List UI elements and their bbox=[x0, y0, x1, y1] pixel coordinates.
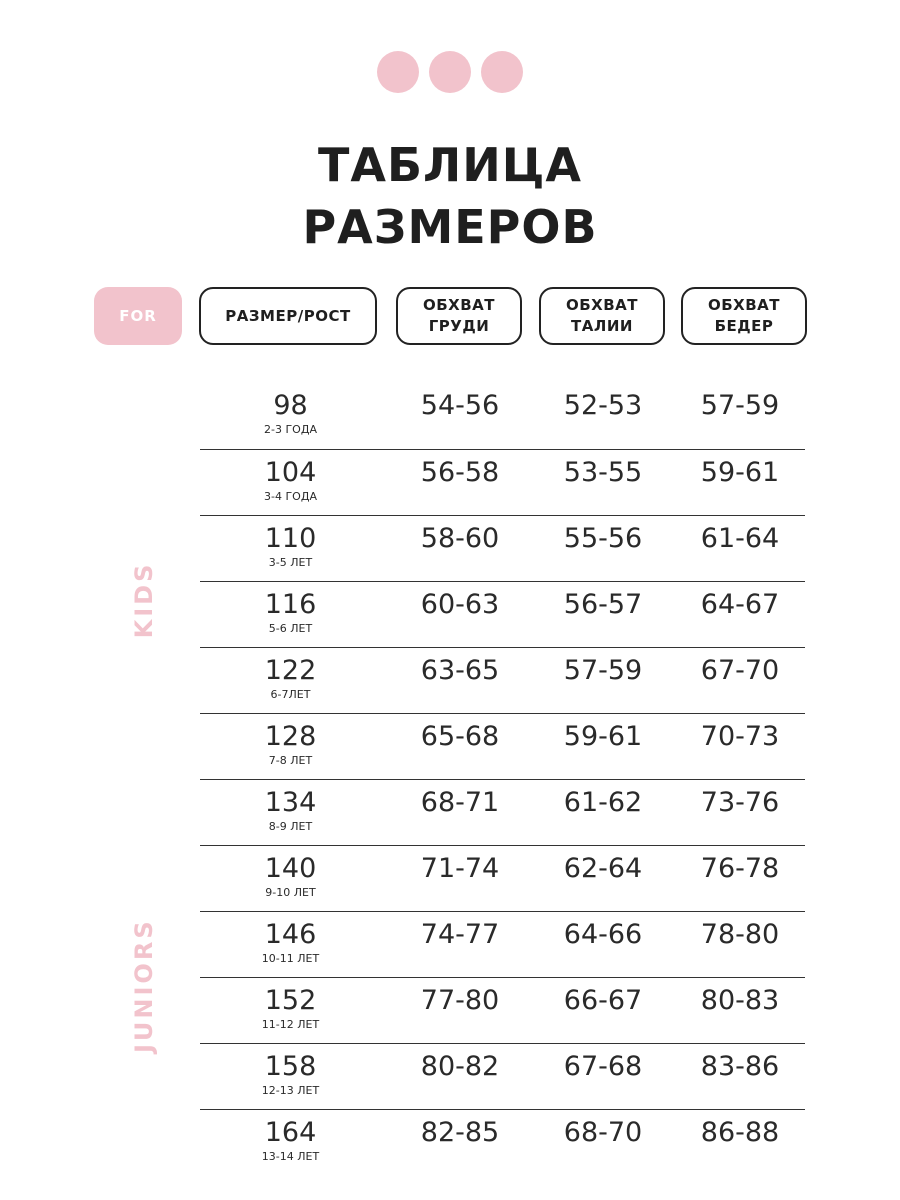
hips-value: 64-67 bbox=[700, 589, 780, 620]
waist-value: 53-55 bbox=[563, 457, 643, 488]
waist-value: 55-56 bbox=[563, 523, 643, 554]
age-range: 6-7ЛЕТ bbox=[270, 688, 311, 701]
page-title bbox=[0, 134, 900, 258]
size-value: 110 bbox=[264, 523, 317, 554]
waist-value: 68-70 bbox=[563, 1117, 643, 1148]
header-hips bbox=[681, 287, 807, 345]
chest-value: 77-80 bbox=[420, 985, 500, 1016]
size-value: 158 bbox=[264, 1051, 317, 1082]
size-value: 164 bbox=[264, 1117, 317, 1148]
size-value: 128 bbox=[264, 721, 317, 752]
table-row bbox=[200, 515, 805, 581]
header-chest bbox=[396, 287, 522, 345]
age-range: 12-13 ЛЕТ bbox=[261, 1084, 320, 1097]
title-line-1: ТАБЛИЦА bbox=[317, 138, 583, 192]
size-value: 116 bbox=[264, 589, 317, 620]
header-chest-line-2: ГРУДИ bbox=[428, 317, 490, 335]
header-size-height bbox=[199, 287, 377, 345]
waist-value: 61-62 bbox=[563, 787, 643, 818]
hips-value: 83-86 bbox=[700, 1051, 780, 1082]
header-hips-line-1: ОБХВАТ bbox=[707, 296, 781, 314]
chest-value: 68-71 bbox=[420, 787, 500, 818]
waist-value: 64-66 bbox=[563, 919, 643, 950]
chest-value: 80-82 bbox=[420, 1051, 500, 1082]
chest-value: 58-60 bbox=[420, 523, 500, 554]
table-row bbox=[200, 449, 805, 515]
pink-dot-2 bbox=[429, 51, 471, 93]
waist-value: 52-53 bbox=[563, 390, 643, 421]
hips-value: 57-59 bbox=[700, 390, 780, 421]
age-range: 7-8 ЛЕТ bbox=[268, 754, 313, 767]
table-row bbox=[200, 647, 805, 713]
table-row bbox=[200, 845, 805, 911]
side-label-juniors: JUNIORS bbox=[130, 918, 158, 1053]
for-badge: FOR bbox=[94, 287, 182, 345]
hips-value: 80-83 bbox=[700, 985, 780, 1016]
hips-value: 78-80 bbox=[700, 919, 780, 950]
chest-value: 65-68 bbox=[420, 721, 500, 752]
chest-value: 63-65 bbox=[420, 655, 500, 686]
table-row bbox=[200, 779, 805, 845]
table-row bbox=[200, 977, 805, 1043]
title-line-2: РАЗМЕРОВ bbox=[302, 200, 598, 254]
side-label-kids: KIDS bbox=[130, 561, 158, 639]
hips-value: 76-78 bbox=[700, 853, 780, 884]
age-range: 2-3 ГОДА bbox=[264, 423, 317, 436]
age-range: 5-6 ЛЕТ bbox=[268, 622, 313, 635]
header-waist bbox=[539, 287, 665, 345]
hips-value: 86-88 bbox=[700, 1117, 780, 1148]
header-waist-line-1: ОБХВАТ bbox=[565, 296, 639, 314]
chest-value: 82-85 bbox=[420, 1117, 500, 1148]
age-range: 10-11 ЛЕТ bbox=[261, 952, 320, 965]
age-range: 8-9 ЛЕТ bbox=[268, 820, 313, 833]
size-value: 146 bbox=[264, 919, 317, 950]
table-row bbox=[200, 581, 805, 647]
age-range: 3-4 ГОДА bbox=[264, 490, 317, 503]
waist-value: 57-59 bbox=[563, 655, 643, 686]
table-row bbox=[200, 383, 805, 449]
table-row bbox=[200, 1109, 805, 1175]
table-row bbox=[200, 1043, 805, 1109]
size-value: 98 bbox=[273, 390, 308, 421]
size-value: 104 bbox=[264, 457, 317, 488]
table-row bbox=[200, 713, 805, 779]
age-range: 11-12 ЛЕТ bbox=[261, 1018, 320, 1031]
age-range: 9-10 ЛЕТ bbox=[265, 886, 316, 899]
hips-value: 70-73 bbox=[700, 721, 780, 752]
age-range: 3-5 ЛЕТ bbox=[268, 556, 313, 569]
size-value: 134 bbox=[264, 787, 317, 818]
waist-value: 59-61 bbox=[563, 721, 643, 752]
header-size-label: РАЗМЕР/РОСТ bbox=[225, 306, 351, 325]
waist-value: 62-64 bbox=[563, 853, 643, 884]
chest-value: 74-77 bbox=[420, 919, 500, 950]
hips-value: 67-70 bbox=[700, 655, 780, 686]
chest-value: 60-63 bbox=[420, 589, 500, 620]
size-table bbox=[200, 383, 805, 1175]
size-value: 140 bbox=[264, 853, 317, 884]
header-hips-line-2: БЕДЕР bbox=[714, 317, 774, 335]
table-row bbox=[200, 911, 805, 977]
hips-value: 61-64 bbox=[700, 523, 780, 554]
header-waist-line-2: ТАЛИИ bbox=[571, 317, 633, 335]
age-range: 13-14 ЛЕТ bbox=[261, 1150, 320, 1163]
decorative-dots bbox=[377, 51, 523, 93]
waist-value: 66-67 bbox=[563, 985, 643, 1016]
chest-value: 54-56 bbox=[420, 390, 500, 421]
waist-value: 67-68 bbox=[563, 1051, 643, 1082]
pink-dot-1 bbox=[377, 51, 419, 93]
size-value: 122 bbox=[264, 655, 317, 686]
pink-dot-3 bbox=[481, 51, 523, 93]
header-chest-line-1: ОБХВАТ bbox=[422, 296, 496, 314]
chest-value: 56-58 bbox=[420, 457, 500, 488]
hips-value: 73-76 bbox=[700, 787, 780, 818]
size-value: 152 bbox=[264, 985, 317, 1016]
waist-value: 56-57 bbox=[563, 589, 643, 620]
hips-value: 59-61 bbox=[700, 457, 780, 488]
chest-value: 71-74 bbox=[420, 853, 500, 884]
